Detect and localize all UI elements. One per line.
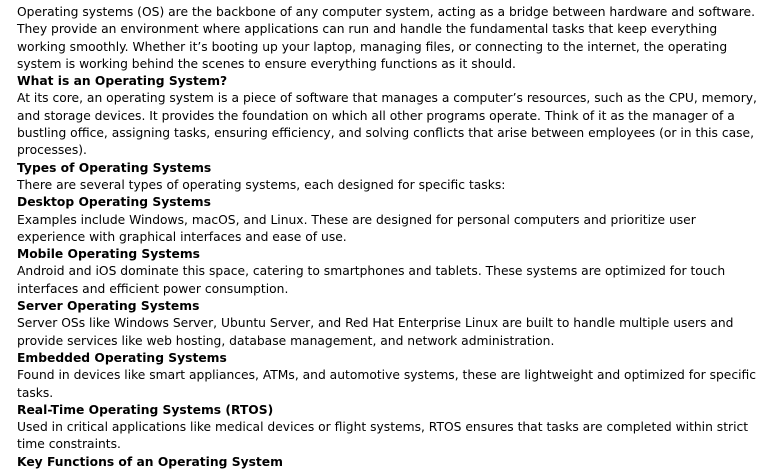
document-body [17,4,757,471]
desktop-os-paragraph: Examples include Windows, macOS, and Linux. These are designed for personal computers and prioritize user experience with graphical interfaces and ease of use. [17,212,696,244]
desktop-os-heading: Desktop Operating Systems [17,195,211,210]
what-is-os-paragraph: At its core, an operating system is a piece of software that manages a computer’s resources, such as the CPU, memory, and storage devices. It provides the foundation on which all other programs operate. Think of it as the manager of a bustling office, assigning tasks, ensuring efficiency, and solving conflicts that arise between employees (or in this case, processes). [17,91,757,158]
mobile-os-heading: Mobile Operating Systems [17,247,200,262]
server-os-paragraph: Server OSs like Windows Server, Ubuntu Server, and Red Hat Enterprise Linux are built to handle multiple users and provide services like web hosting, database management, and network administration. [17,316,734,348]
rtos-paragraph: Used in critical applications like medical devices or flight systems, RTOS ensures that tasks are completed within strict time constraints. [17,420,749,452]
mobile-os-paragraph: Android and iOS dominate this space, catering to smartphones and tablets. These systems are optimized for touch interfaces and efficient power consumption. [17,264,726,296]
rtos-heading: Real-Time Operating Systems (RTOS) [17,402,274,417]
server-os-heading: Server Operating Systems [17,299,200,314]
intro-paragraph: Operating systems (OS) are the backbone of any computer system, acting as a bridge between hardware and software. They provide an environment where applications can run and handle the fundamental tasks that keep everything working smoothly. Whether it’s booting up your laptop, managing files, or connecting to the internet, the operating system is working behind the scenes to ensure everything functions as it should. [17,5,755,71]
embedded-os-heading: Embedded Operating Systems [17,350,227,365]
what-is-os-heading: What is an Operating System? [17,74,228,89]
types-heading: Types of Operating Systems [17,160,212,175]
types-paragraph: There are several types of operating systems, each designed for specific tasks: [17,177,506,192]
embedded-os-paragraph: Found in devices like smart appliances, ATMs, and automotive systems, these are lightweight and optimized for specific tasks. [17,368,757,400]
key-functions-heading: Key Functions of an Operating System [17,454,283,469]
